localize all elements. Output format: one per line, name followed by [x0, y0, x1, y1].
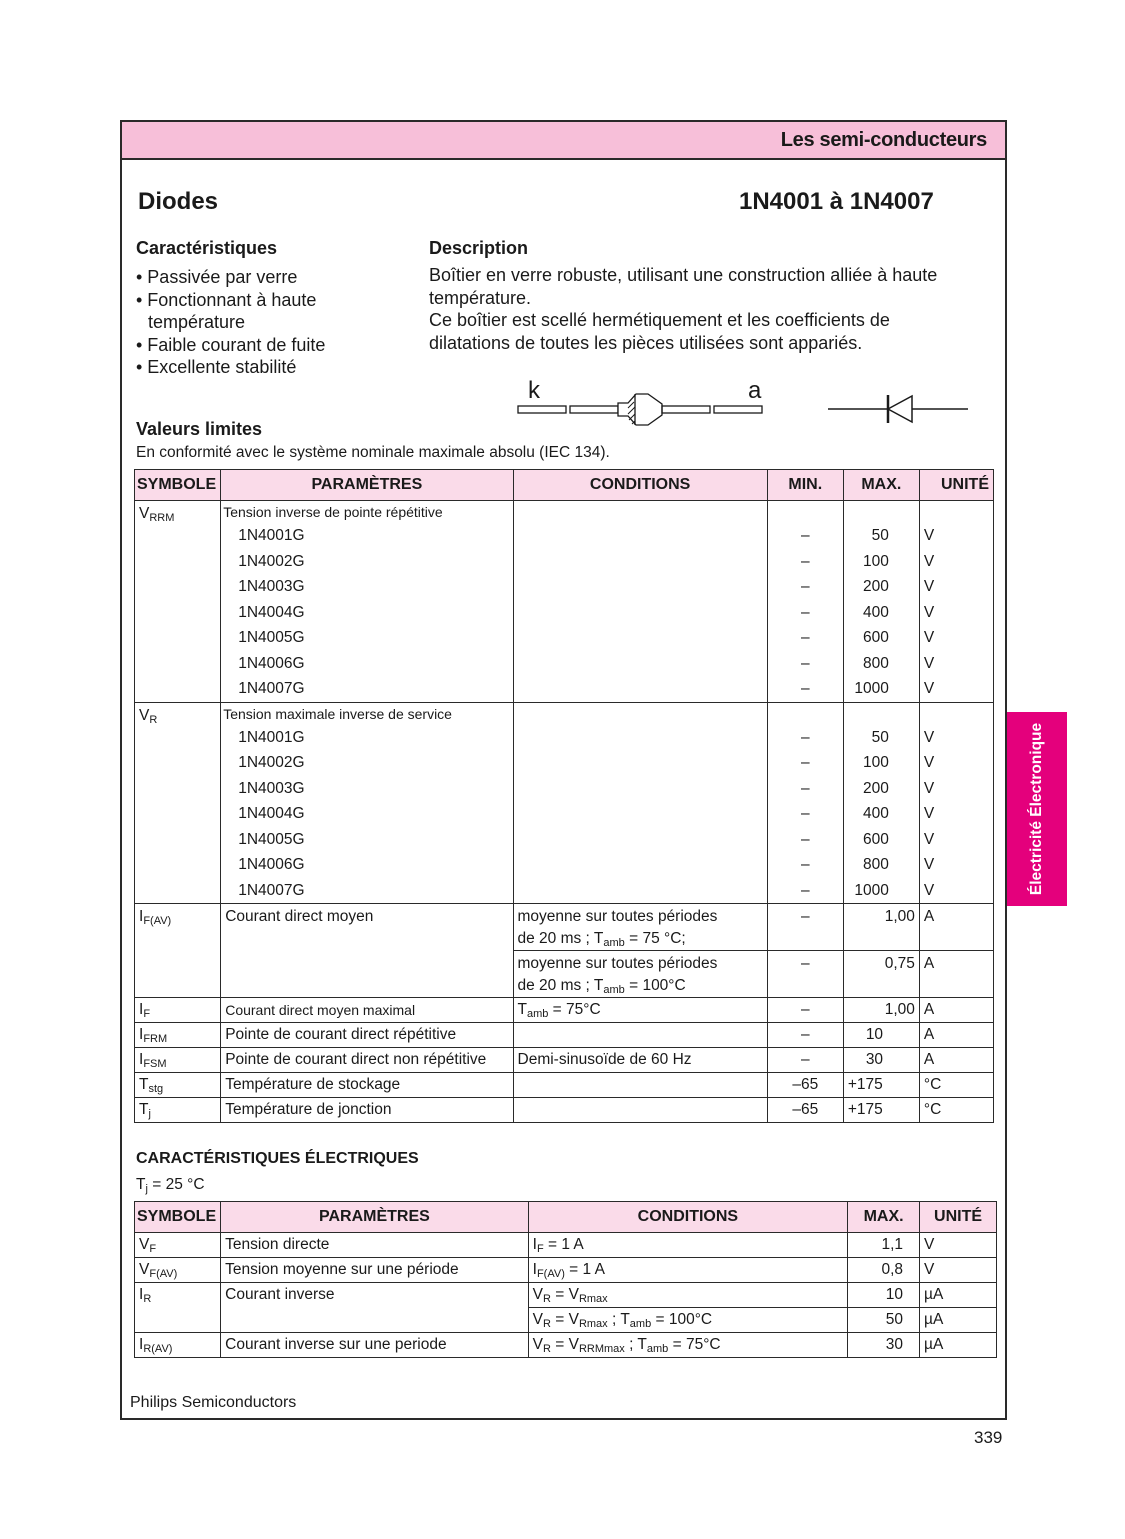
unit-cell: V: [920, 1233, 997, 1258]
conditions-cell: $I_{F(AV)} = 1$ A: [528, 1258, 847, 1283]
symbol-cell: $V_F$: [135, 1233, 221, 1258]
unit-cell: µA: [920, 1283, 997, 1308]
param-cell: Tension inverse de pointe répétitive 1N4001G 1N4002G 1N4003G 1N4004G 1N4005G 1N4006G 1N4007G: [221, 501, 513, 703]
max-cell: +175: [843, 1098, 919, 1123]
diode-package-icon: [502, 372, 1002, 432]
col-header-max: MAX.: [843, 470, 919, 501]
conditions-cell: [513, 1073, 767, 1098]
electrical-table: [134, 1201, 997, 1358]
page-title: Diodes: [138, 188, 219, 215]
min-cell: –: [767, 1023, 843, 1048]
param-cell: Température de jonction: [221, 1098, 513, 1123]
param-cell: Courant direct moyen: [221, 904, 513, 998]
symbol-cell: $V_{F(AV)}$: [135, 1258, 221, 1283]
symbol-cell: $V_R$: [135, 702, 221, 904]
table-row: [135, 1073, 994, 1098]
conditions-cell: $V_R = V_{Rmax}$: [528, 1283, 847, 1308]
min-cell: –: [767, 904, 843, 951]
unit-cell: A: [919, 951, 993, 998]
min-cell: –: [767, 1048, 843, 1073]
conditions-cell: Demi-sinusoïde de 60 Hz: [513, 1048, 767, 1073]
unit-cell: A: [919, 998, 993, 1023]
description-line: Boîtier en verre robuste, utilisant une construction alliée à haute: [429, 265, 938, 285]
unit-cell: µA: [920, 1308, 997, 1333]
side-category-tab[interactable]: [1007, 712, 1067, 906]
unit-cell: µA: [920, 1333, 997, 1358]
conditions-cell: moyenne sur toutes périodes de 20 ms ; $T_{amb} = 100^\circ C$: [513, 951, 767, 998]
symbol-cell: $I_F$: [135, 998, 221, 1023]
conditions-cell: $I_F = 1$ A: [528, 1233, 847, 1258]
max-cell: 50 100 200 400 600 800 1000: [843, 702, 919, 904]
table-row: [135, 1023, 994, 1048]
max-cell: 1,00: [843, 998, 919, 1023]
table-row: [135, 501, 994, 703]
description-heading: Description: [429, 238, 529, 258]
footer-company: Philips Semiconductors: [130, 1394, 297, 1411]
unit-cell: A: [919, 904, 993, 951]
symbol-cell: $I_R$: [135, 1283, 221, 1333]
param-cell: Pointe de courant direct répétitive: [221, 1023, 513, 1048]
page-number: 339: [974, 1428, 1003, 1447]
feature-item: température: [148, 312, 246, 332]
feature-item: • Faible courant de fuite: [136, 334, 326, 355]
max-cell: 30: [843, 1048, 919, 1073]
table-header-row: [135, 470, 994, 501]
section-header-bar: [122, 122, 1005, 160]
symbol-cell: $I_{F(AV)}$: [135, 904, 221, 998]
limits-subtitle: En conformité avec le système nominale maximale absolu (IEC 134).: [136, 444, 610, 461]
conditions-cell: $V_R = V_{Rmax}$ ; $T_{amb} = 100^\circ C$: [528, 1308, 847, 1333]
param-cell: Température de stockage: [221, 1073, 513, 1098]
side-tab-label: Électricité Électronique: [1028, 722, 1045, 896]
col-header-symbol: SYMBOLE: [135, 1202, 221, 1233]
anode-label: a: [748, 377, 762, 404]
table-row: [135, 702, 994, 904]
feature-item: • Fonctionnant à haute: [136, 289, 317, 310]
diode-symbol-icon: [828, 395, 968, 423]
min-cell: –65: [767, 1073, 843, 1098]
unit-cell: A: [919, 1023, 993, 1048]
col-header-parameters: PARAMÈTRES: [221, 1202, 529, 1233]
col-header-max: MAX.: [848, 1202, 920, 1233]
description-line: température.: [429, 287, 532, 308]
unit-cell: V V V V V V V: [919, 501, 993, 703]
conditions-cell: [513, 1023, 767, 1048]
param-cell: Courant direct moyen maximal: [221, 998, 513, 1023]
min-cell: – – – – – – –: [767, 702, 843, 904]
part-range-title: 1N4001 à 1N4007: [739, 188, 934, 215]
conditions-cell: [513, 702, 767, 904]
max-cell: 30: [848, 1333, 920, 1358]
unit-cell: V: [920, 1258, 997, 1283]
symbol-cell: $T_{stg}$: [135, 1073, 221, 1098]
param-cell: Tension maximale inverse de service 1N4001G 1N4002G 1N4003G 1N4004G 1N4005G 1N4006G 1N4007G: [221, 702, 513, 904]
unit-cell: V V V V V V V: [919, 702, 993, 904]
unit-cell: °C: [919, 1073, 993, 1098]
col-header-conditions: CONDITIONS: [528, 1202, 847, 1233]
table-row: [135, 1233, 997, 1258]
max-cell: 50 100 200 400 600 800 1000: [843, 501, 919, 703]
section-title: Les semi-conducteurs: [780, 129, 987, 151]
cathode-label: k: [528, 377, 540, 404]
table-row: [135, 1048, 994, 1073]
features-list: [136, 266, 325, 379]
min-cell: –65: [767, 1098, 843, 1123]
table-row: [135, 1283, 997, 1308]
col-header-min: MIN.: [767, 470, 843, 501]
max-cell: 10: [848, 1283, 920, 1308]
limits-table: [134, 469, 994, 1123]
table-row: [135, 1333, 997, 1358]
unit-cell: A: [919, 1048, 993, 1073]
min-cell: –: [767, 998, 843, 1023]
conditions-cell: moyenne sur toutes périodes de 20 ms ; $T_{amb} = 75$ °C;: [513, 904, 767, 951]
table-header-row: [135, 1202, 997, 1233]
table-row: [135, 998, 994, 1023]
description-line: Ce boîtier est scellé hermétiquement et les coefficients de: [429, 310, 890, 330]
col-header-parameters: PARAMÈTRES: [221, 470, 513, 501]
description-line: dilatations de toutes les pièces utilisées sont appariés.: [429, 332, 863, 353]
param-cell: Tension directe: [221, 1233, 529, 1258]
max-cell: 10: [843, 1023, 919, 1048]
param-cell: Tension moyenne sur une période: [221, 1258, 529, 1283]
junction-temp-note: $T_j = 25$ °C: [136, 1176, 205, 1195]
param-cell: Courant inverse sur une periode: [221, 1333, 529, 1358]
col-header-conditions: CONDITIONS: [513, 470, 767, 501]
limits-heading: Valeurs limites: [136, 419, 263, 439]
conditions-cell: [513, 1098, 767, 1123]
electrical-heading: CARACTÉRISTIQUES ÉLECTRIQUES: [136, 1150, 419, 1167]
max-cell: 1,1: [848, 1233, 920, 1258]
table-row: [135, 1258, 997, 1283]
min-cell: –: [767, 951, 843, 998]
param-cell: Pointe de courant direct non répétitive: [221, 1048, 513, 1073]
unit-cell: °C: [919, 1098, 993, 1123]
symbol-cell: $I_{FRM}$: [135, 1023, 221, 1048]
diode-diagram: [502, 372, 1002, 437]
page-frame: [120, 120, 1007, 1420]
max-cell: 0,8: [848, 1258, 920, 1283]
max-cell: 0,75: [843, 951, 919, 998]
max-cell: 50: [848, 1308, 920, 1333]
max-cell: +175: [843, 1073, 919, 1098]
conditions-cell: $V_R = V_{RRMmax}$ ; $T_{amb} = 75^\circ C$: [528, 1333, 847, 1358]
feature-item: • Passivée par verre: [136, 267, 298, 287]
features-heading: Caractéristiques: [136, 238, 278, 258]
max-cell: 1,00: [843, 904, 919, 951]
symbol-cell: $I_{R(AV)}$: [135, 1333, 221, 1358]
table-row: [135, 1098, 994, 1123]
symbol-cell: $V_{RRM}$: [135, 501, 221, 703]
symbol-cell: $I_{FSM}$: [135, 1048, 221, 1073]
symbol-cell: $T_j$: [135, 1098, 221, 1123]
conditions-cell: [513, 501, 767, 703]
conditions-cell: $T_{amb} = 75^\circ C$: [513, 998, 767, 1023]
param-cell: Courant inverse: [221, 1283, 529, 1333]
description-text: [429, 264, 1009, 354]
col-header-unit: UNITÉ: [920, 1202, 997, 1233]
min-cell: – – – – – – –: [767, 501, 843, 703]
col-header-unit: UNITÉ: [919, 470, 993, 501]
col-header-symbol: SYMBOLE: [135, 470, 221, 501]
feature-item: • Excellente stabilité: [136, 357, 297, 377]
table-row: [135, 904, 994, 951]
